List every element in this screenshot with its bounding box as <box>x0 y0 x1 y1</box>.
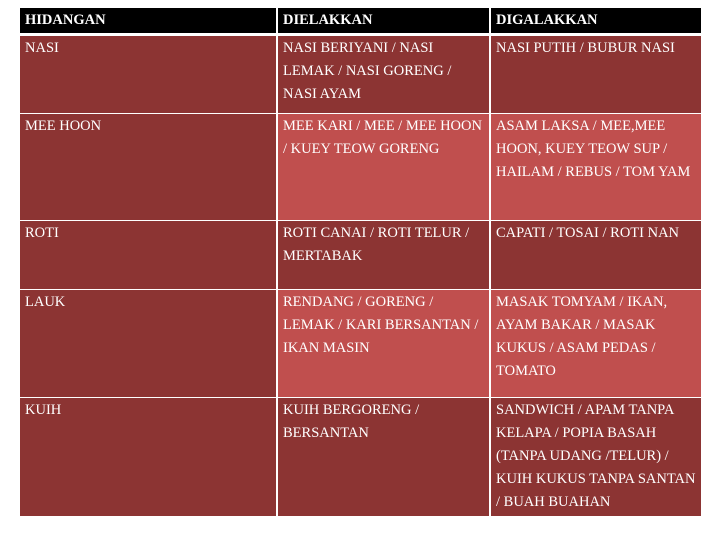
table-header-row <box>20 8 701 35</box>
cell-dielakkan: MEE KARI / MEE / MEE HOON / KUEY TEOW GORENG <box>277 114 490 221</box>
table-row <box>20 114 701 221</box>
slide-frame <box>20 8 701 535</box>
table-row <box>20 290 701 398</box>
cell-dielakkan: RENDANG / GORENG / LEMAK / KARI BERSANTAN / IKAN MASIN <box>277 290 490 398</box>
cell-hidangan: LAUK <box>20 290 277 398</box>
cell-digalakkan: MASAK TOMYAM / IKAN, AYAM BAKAR / MASAK KUKUS / ASAM PEDAS / TOMATO <box>490 290 701 398</box>
food-guide-table <box>20 8 701 516</box>
cell-hidangan: NASI <box>20 35 277 114</box>
cell-dielakkan: NASI BERIYANI / NASI LEMAK / NASI GORENG / NASI AYAM <box>277 35 490 114</box>
header-digalakkan: DIGALAKKAN <box>490 8 701 35</box>
cell-dielakkan: ROTI CANAI / ROTI TELUR / MERTABAK <box>277 221 490 290</box>
table-row <box>20 221 701 290</box>
cell-digalakkan: SANDWICH / APAM TANPA KELAPA / POPIA BASAH (TANPA UDANG /TELUR) / KUIH KUKUS TANPA SANTAN / BUAH BUAHAN <box>490 398 701 517</box>
cell-hidangan: KUIH <box>20 398 277 517</box>
cell-digalakkan: NASI PUTIH / BUBUR NASI <box>490 35 701 114</box>
table-row <box>20 398 701 517</box>
cell-dielakkan: KUIH BERGORENG / BERSANTAN <box>277 398 490 517</box>
cell-digalakkan: ASAM LAKSA / MEE,MEE HOON, KUEY TEOW SUP / HAILAM / REBUS / TOM YAM <box>490 114 701 221</box>
cell-hidangan: ROTI <box>20 221 277 290</box>
table-row <box>20 35 701 114</box>
cell-hidangan: MEE HOON <box>20 114 277 221</box>
header-dielakkan: DIELAKKAN <box>277 8 490 35</box>
cell-digalakkan: CAPATI / TOSAI / ROTI NAN <box>490 221 701 290</box>
header-hidangan: HIDANGAN <box>20 8 277 35</box>
